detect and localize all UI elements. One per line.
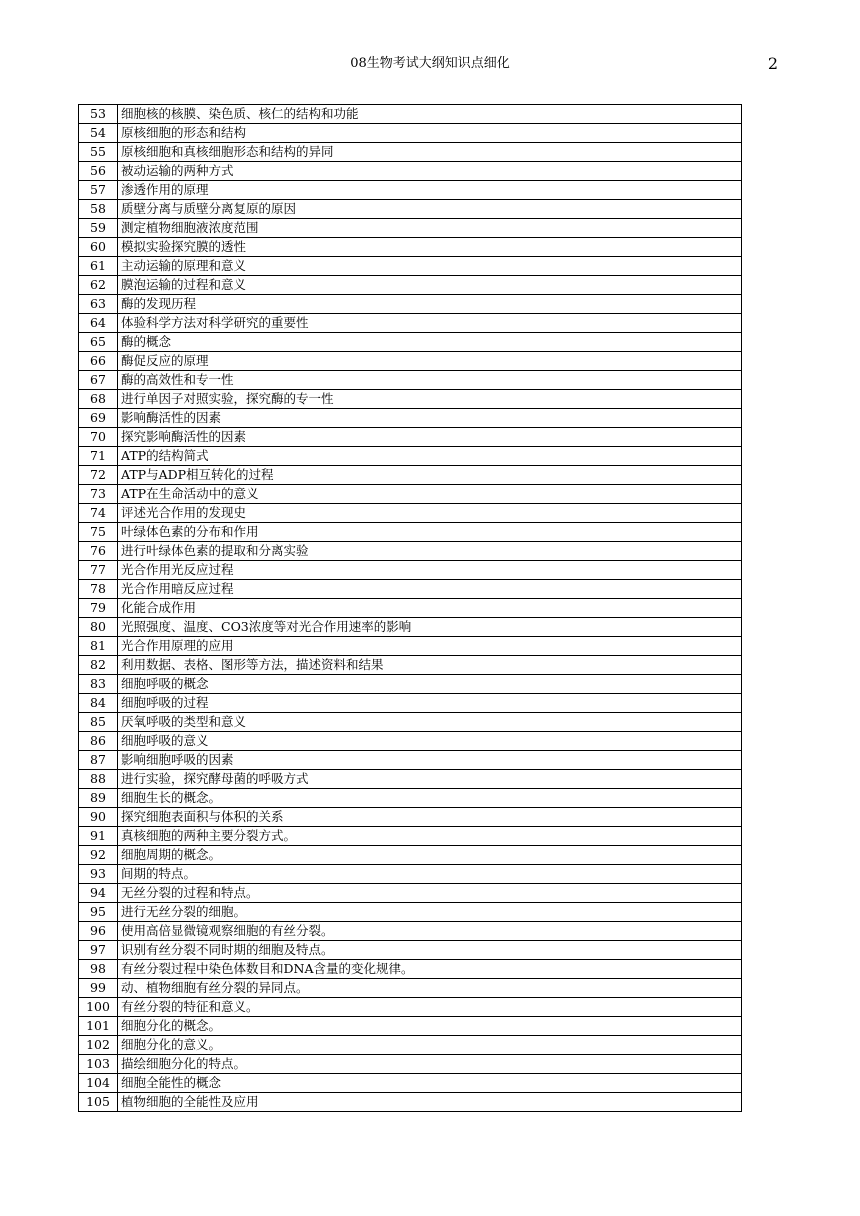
row-topic: 影响酶活性的因素 xyxy=(118,409,742,428)
table-row xyxy=(79,1036,742,1055)
row-topic: 进行无丝分裂的细胞。 xyxy=(118,903,742,922)
table-row xyxy=(79,599,742,618)
table-row xyxy=(79,371,742,390)
row-number: 65 xyxy=(79,333,118,352)
table-row xyxy=(79,276,742,295)
row-number: 90 xyxy=(79,808,118,827)
table-row xyxy=(79,865,742,884)
table-row xyxy=(79,618,742,637)
row-topic: 进行单因子对照实验，探究酶的专一性 xyxy=(118,390,742,409)
table-row xyxy=(79,960,742,979)
row-topic: 真核细胞的两种主要分裂方式。 xyxy=(118,827,742,846)
row-topic: 细胞分化的意义。 xyxy=(118,1036,742,1055)
row-topic: 进行实验，探究酵母菌的呼吸方式 xyxy=(118,770,742,789)
table-row xyxy=(79,124,742,143)
table-row xyxy=(79,656,742,675)
row-topic: ATP与ADP相互转化的过程 xyxy=(118,466,742,485)
row-number: 63 xyxy=(79,295,118,314)
table-row xyxy=(79,979,742,998)
table-row xyxy=(79,409,742,428)
table-row xyxy=(79,1093,742,1112)
row-number: 55 xyxy=(79,143,118,162)
row-topic: 探究影响酶活性的因素 xyxy=(118,428,742,447)
row-number: 68 xyxy=(79,390,118,409)
row-topic: 模拟实验探究膜的透性 xyxy=(118,238,742,257)
row-number: 81 xyxy=(79,637,118,656)
row-number: 67 xyxy=(79,371,118,390)
row-number: 76 xyxy=(79,542,118,561)
row-topic: 细胞呼吸的意义 xyxy=(118,732,742,751)
row-number: 83 xyxy=(79,675,118,694)
row-topic: 测定植物细胞液浓度范围 xyxy=(118,219,742,238)
row-number: 72 xyxy=(79,466,118,485)
table-row xyxy=(79,295,742,314)
table-row xyxy=(79,466,742,485)
row-topic: 利用数据、表格、图形等方法，描述资料和结果 xyxy=(118,656,742,675)
syllabus-table-body xyxy=(79,105,742,1112)
row-number: 105 xyxy=(79,1093,118,1112)
table-row xyxy=(79,694,742,713)
table-row xyxy=(79,884,742,903)
table-row xyxy=(79,181,742,200)
table-row xyxy=(79,789,742,808)
page-number: 2 xyxy=(767,54,778,73)
row-topic: 有丝分裂过程中染色体数目和DNA含量的变化规律。 xyxy=(118,960,742,979)
row-number: 104 xyxy=(79,1074,118,1093)
table-row xyxy=(79,200,742,219)
row-topic: 酶的高效性和专一性 xyxy=(118,371,742,390)
row-number: 89 xyxy=(79,789,118,808)
row-topic: 细胞周期的概念。 xyxy=(118,846,742,865)
document-title: 08生物考试大纲知识点细化 xyxy=(350,56,510,71)
row-topic: 光合作用暗反应过程 xyxy=(118,580,742,599)
row-topic: 细胞核的核膜、染色质、核仁的结构和功能 xyxy=(118,105,742,124)
row-topic: 渗透作用的原理 xyxy=(118,181,742,200)
row-number: 88 xyxy=(79,770,118,789)
table-row xyxy=(79,827,742,846)
row-number: 96 xyxy=(79,922,118,941)
table-row xyxy=(79,846,742,865)
row-topic: 细胞分化的概念。 xyxy=(118,1017,742,1036)
table-row xyxy=(79,751,742,770)
row-topic: ATP在生命活动中的意义 xyxy=(118,485,742,504)
row-number: 93 xyxy=(79,865,118,884)
table-row xyxy=(79,998,742,1017)
table-row xyxy=(79,314,742,333)
row-number: 75 xyxy=(79,523,118,542)
table-row xyxy=(79,447,742,466)
row-number: 71 xyxy=(79,447,118,466)
table-row xyxy=(79,713,742,732)
table-row xyxy=(79,580,742,599)
row-number: 62 xyxy=(79,276,118,295)
row-number: 100 xyxy=(79,998,118,1017)
row-number: 73 xyxy=(79,485,118,504)
row-number: 86 xyxy=(79,732,118,751)
row-number: 85 xyxy=(79,713,118,732)
row-topic: 进行叶绿体色素的提取和分离实验 xyxy=(118,542,742,561)
row-topic: 细胞生长的概念。 xyxy=(118,789,742,808)
row-topic: 植物细胞的全能性及应用 xyxy=(118,1093,742,1112)
table-row xyxy=(79,808,742,827)
table-row xyxy=(79,485,742,504)
table-row xyxy=(79,219,742,238)
row-topic: 描绘细胞分化的特点。 xyxy=(118,1055,742,1074)
row-topic: 影响细胞呼吸的因素 xyxy=(118,751,742,770)
table-row xyxy=(79,1055,742,1074)
row-topic: 厌氧呼吸的类型和意义 xyxy=(118,713,742,732)
row-topic: 被动运输的两种方式 xyxy=(118,162,742,181)
row-number: 74 xyxy=(79,504,118,523)
table-row xyxy=(79,352,742,371)
table-row xyxy=(79,523,742,542)
row-number: 79 xyxy=(79,599,118,618)
syllabus-table xyxy=(78,104,742,1112)
row-topic: 细胞呼吸的过程 xyxy=(118,694,742,713)
table-row xyxy=(79,105,742,124)
page-header xyxy=(0,56,860,76)
table-row xyxy=(79,941,742,960)
table-row xyxy=(79,390,742,409)
table-row xyxy=(79,257,742,276)
row-number: 84 xyxy=(79,694,118,713)
row-number: 57 xyxy=(79,181,118,200)
row-number: 97 xyxy=(79,941,118,960)
row-number: 87 xyxy=(79,751,118,770)
row-topic: 使用高倍显微镜观察细胞的有丝分裂。 xyxy=(118,922,742,941)
row-number: 78 xyxy=(79,580,118,599)
row-number: 103 xyxy=(79,1055,118,1074)
row-topic: 叶绿体色素的分布和作用 xyxy=(118,523,742,542)
row-number: 92 xyxy=(79,846,118,865)
row-topic: 膜泡运输的过程和意义 xyxy=(118,276,742,295)
row-topic: 细胞呼吸的概念 xyxy=(118,675,742,694)
row-topic: 无丝分裂的过程和特点。 xyxy=(118,884,742,903)
table-row xyxy=(79,922,742,941)
table-row xyxy=(79,428,742,447)
row-topic: 酶的发现历程 xyxy=(118,295,742,314)
row-topic: 间期的特点。 xyxy=(118,865,742,884)
row-topic: 酶促反应的原理 xyxy=(118,352,742,371)
row-number: 56 xyxy=(79,162,118,181)
row-number: 98 xyxy=(79,960,118,979)
row-topic: 探究细胞表面积与体积的关系 xyxy=(118,808,742,827)
table-row xyxy=(79,675,742,694)
table-row xyxy=(79,162,742,181)
row-number: 94 xyxy=(79,884,118,903)
row-number: 102 xyxy=(79,1036,118,1055)
table-row xyxy=(79,732,742,751)
row-topic: 光合作用原理的应用 xyxy=(118,637,742,656)
table-row xyxy=(79,504,742,523)
table-row xyxy=(79,238,742,257)
table-row xyxy=(79,637,742,656)
row-number: 70 xyxy=(79,428,118,447)
table-row xyxy=(79,542,742,561)
row-number: 82 xyxy=(79,656,118,675)
row-topic: 原核细胞的形态和结构 xyxy=(118,124,742,143)
row-topic: 有丝分裂的特征和意义。 xyxy=(118,998,742,1017)
row-number: 61 xyxy=(79,257,118,276)
row-topic: ATP的结构简式 xyxy=(118,447,742,466)
row-number: 54 xyxy=(79,124,118,143)
row-topic: 动、植物细胞有丝分裂的异同点。 xyxy=(118,979,742,998)
row-topic: 评述光合作用的发现史 xyxy=(118,504,742,523)
row-number: 58 xyxy=(79,200,118,219)
table-row xyxy=(79,903,742,922)
row-number: 91 xyxy=(79,827,118,846)
table-row xyxy=(79,1074,742,1093)
row-topic: 酶的概念 xyxy=(118,333,742,352)
row-number: 95 xyxy=(79,903,118,922)
table-row xyxy=(79,561,742,580)
row-topic: 识别有丝分裂不同时期的细胞及特点。 xyxy=(118,941,742,960)
row-number: 66 xyxy=(79,352,118,371)
table-row xyxy=(79,1017,742,1036)
row-topic: 光照强度、温度、CO3浓度等对光合作用速率的影响 xyxy=(118,618,742,637)
row-topic: 原核细胞和真核细胞形态和结构的异同 xyxy=(118,143,742,162)
row-number: 99 xyxy=(79,979,118,998)
row-topic: 细胞全能性的概念 xyxy=(118,1074,742,1093)
row-topic: 光合作用光反应过程 xyxy=(118,561,742,580)
table-row xyxy=(79,770,742,789)
row-number: 64 xyxy=(79,314,118,333)
table-row xyxy=(79,333,742,352)
row-number: 80 xyxy=(79,618,118,637)
row-number: 77 xyxy=(79,561,118,580)
row-number: 69 xyxy=(79,409,118,428)
table-row xyxy=(79,143,742,162)
row-topic: 主动运输的原理和意义 xyxy=(118,257,742,276)
row-number: 101 xyxy=(79,1017,118,1036)
row-number: 59 xyxy=(79,219,118,238)
row-topic: 质壁分离与质壁分离复原的原因 xyxy=(118,200,742,219)
row-topic: 化能合成作用 xyxy=(118,599,742,618)
row-number: 60 xyxy=(79,238,118,257)
row-topic: 体验科学方法对科学研究的重要性 xyxy=(118,314,742,333)
row-number: 53 xyxy=(79,105,118,124)
